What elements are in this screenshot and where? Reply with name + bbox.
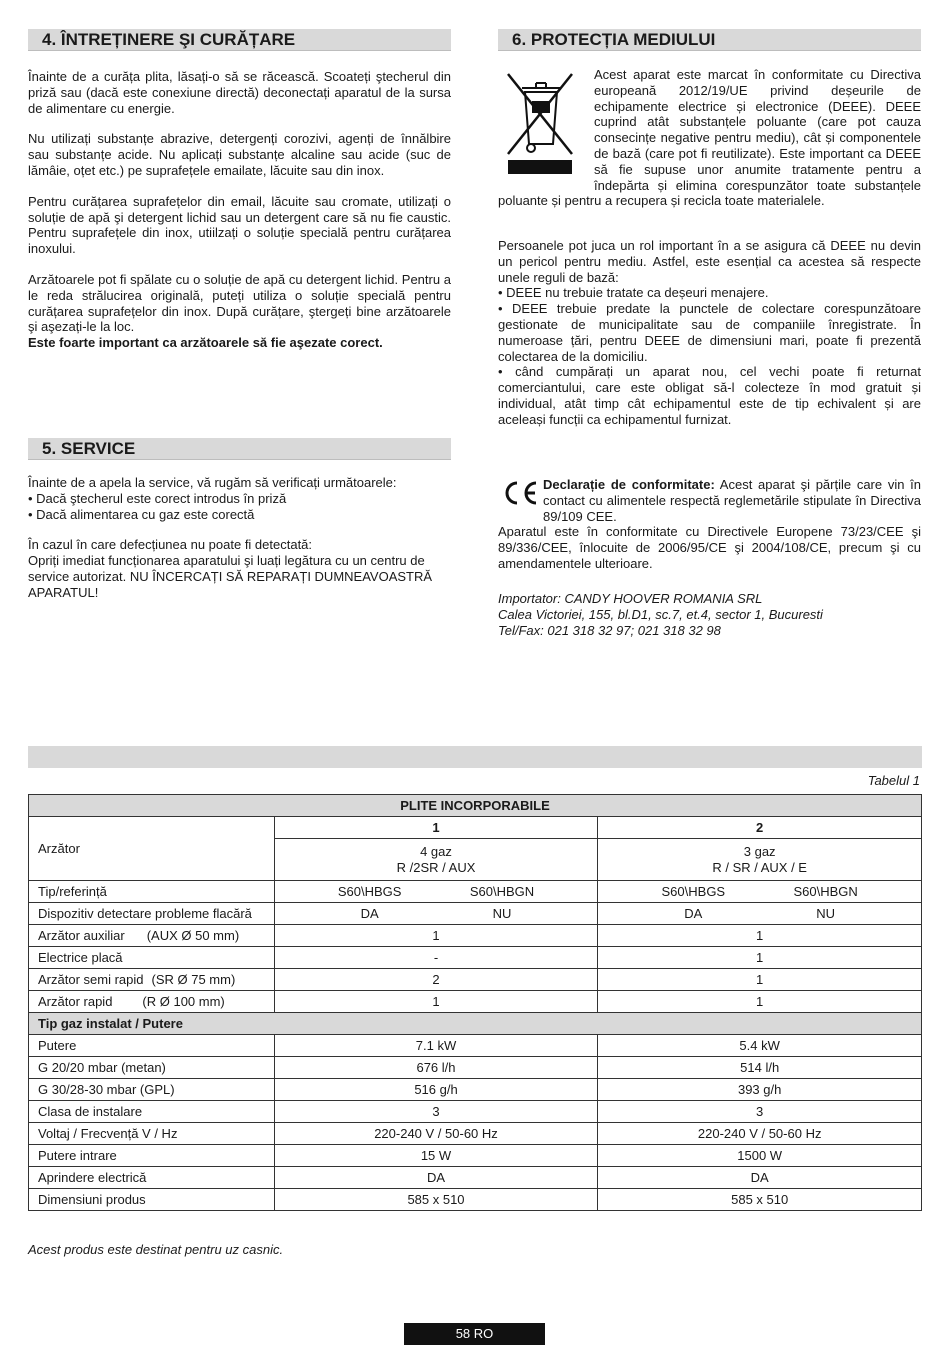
table-row (29, 903, 922, 925)
s5-line-5: Opriți imediat funcționarea aparatului şi luați legătura cu un centru de service autorizat. NU ÎNCERCAȚI SĂ REPARAȚI DUMNEAVOASTRĂ APARATUL! (28, 553, 433, 600)
row-value-1: 585 x 510 (274, 1189, 598, 1211)
value: S60\HBGS (661, 884, 726, 899)
section-6-body (498, 238, 921, 428)
table-row (29, 881, 922, 903)
row-label: Dimensiuni produs (29, 1189, 275, 1211)
table-row (29, 991, 922, 1013)
s5-line-4: În cazul în care defecțiunea nu poate fi detectată: (28, 537, 313, 553)
table-row (29, 1123, 922, 1145)
table-caption: PLITE INCORPORABILE (29, 795, 922, 817)
icon-spacer (498, 67, 594, 185)
row-label: Putere (29, 1035, 275, 1057)
table-group-row (29, 1013, 922, 1035)
s5-line-1: Înainte de a apela la service, vă rugăm să verificați următoarele: (28, 475, 397, 490)
row-value-2: 393 g/h (598, 1079, 922, 1101)
s6-paragraph-2: Persoanele pot juca un rol important în a se asigura că DEEE nu devin un pericol pentru mediu. Astfel, este esențial ca acestea să respecte unele reguli de bază: (498, 238, 921, 285)
row-value-1: 516 g/h (274, 1079, 598, 1101)
row-value-1: 676 l/h (274, 1057, 598, 1079)
s4-paragraph-2: Nu utilizați substanțe abrazive, detergenți corozivi, agenți de înnălbire sau substanțe acide. Nu aplicați substanțe alcaline sau acide (suc de lămâie, oțet etc.) pe suprafețele emailate, lăcuite sau din inox. (28, 131, 451, 178)
col1-number: 1 (274, 817, 598, 839)
ce-mark-icon (500, 480, 540, 506)
table-caption-row (29, 795, 922, 817)
row-label: Clasa de instalare (29, 1101, 275, 1123)
row-value-2: 585 x 510 (598, 1189, 922, 1211)
table-row (29, 1189, 922, 1211)
value: S60\HBGS (337, 884, 402, 899)
label-sub: (SR Ø 75 mm) (151, 972, 236, 987)
table-row (29, 1079, 922, 1101)
row-label (29, 969, 275, 991)
s4-paragraph-4: Arzătoarele pot fi spălate cu o soluție de apă cu detergent lichid. Pentru a le reda strălucirea originală, puteți utiliza o soluție specială pentru curățarea suprafețelor din inox. După curățare, ştergeți bine arzătoarele şi aşezați-le la loc. (28, 271, 451, 335)
section-4-title: 4. ÎNTREȚINERE ŞI CURĂȚARE (28, 29, 451, 51)
label-main: Electrice placă (38, 950, 123, 965)
col2-burners: R / SR / AUX / E (712, 859, 807, 875)
label-sub: (AUX Ø 50 mm) (146, 928, 240, 943)
table-row (29, 1057, 922, 1079)
row-label: Tip/referință (29, 881, 275, 903)
section-4-body (28, 69, 451, 351)
importer-block (498, 591, 921, 638)
row-label: Dispozitiv detectare probleme flacără (29, 903, 275, 925)
table-row (29, 969, 922, 991)
section-5-body (28, 475, 451, 601)
importer-address: Calea Victoriei, 155, bl.D1, sc.7, et.4, sector 1, Bucuresti (498, 606, 823, 622)
row-value-2: 3 (598, 1101, 922, 1123)
row-value-1 (274, 881, 598, 903)
row-value-2: 1 (598, 969, 922, 991)
row-value-1: 220-240 V / 50-60 Hz (274, 1123, 598, 1145)
directives-paragraph: Aparatul este în conformitate cu Directivele Europene 73/23/CEE şi 89/336/CEE, înlocuite de 2006/95/CE şi 2004/108/CE, precum şi cu amendamentele ulterioare. (498, 524, 921, 571)
s5-line-3: • Dacă alimentarea cu gaz este corectă (28, 506, 255, 522)
row-value-2: 220-240 V / 50-60 Hz (598, 1123, 922, 1145)
row-value-1: 15 W (274, 1145, 598, 1167)
row-value-1: 3 (274, 1101, 598, 1123)
s6-bullet-1: • DEEE nu trebuie tratate ca deșeuri menajere. (498, 285, 769, 301)
weee-paragraph: Acest aparat este marcat în conformitate cu Directiva europeană 2012/19/UE privind deșeurile de echipamente electrice și electronice (DEEE). DEEE cuprind atât substanțele poluante (care pot cauza consecințe negative pentru mediu), cât și componentele de bază (care pot fi reutilizate). Este important ca DEEE să fie supuse unor anumite tratamente pentru a îndepărta și elimina corespunzător toate substanțele poluante și pentru a recupera și recicla toate materialele. (498, 67, 921, 209)
table-header-bar (28, 746, 922, 768)
label-main: Arzător semi rapid (38, 972, 144, 987)
row-label: Putere intrare (29, 1145, 275, 1167)
row-value-1: 2 (274, 969, 598, 991)
s4-paragraph-1: Înainte de a curăța plita, lăsați-o să se răcească. Scoateți ştecherul din priză sau (dacă este conexiune directă) deconectați aparatul de la sursa de alimentare cu energie. (28, 69, 451, 116)
table-row (29, 1167, 922, 1189)
col1-gas: 4 gaz (420, 843, 452, 859)
col1-burners: R /2SR / AUX (396, 859, 476, 875)
row-label (29, 991, 275, 1013)
row-value-2: 1 (598, 947, 922, 969)
label-main: Arzător auxiliar (38, 928, 125, 943)
row-label (29, 947, 275, 969)
group-label: Tip gaz instalat / Putere (29, 1013, 922, 1035)
value: S60\HBGN (793, 884, 858, 899)
row-value-2: 5.4 kW (598, 1035, 922, 1057)
table-row-number (29, 817, 922, 839)
table-row (29, 1035, 922, 1057)
row-value-1: 7.1 kW (274, 1035, 598, 1057)
importer-name: Importator: CANDY HOOVER ROMANIA SRL (498, 591, 763, 606)
row-value-1: 1 (274, 991, 598, 1013)
declaration-title: Declarație de conformitate: (543, 477, 715, 492)
table-row (29, 1145, 922, 1167)
s6-bullet-3: • când cumpărați un aparat nou, cel vechi poate fi returnat comerciantului, care este obligat să-l colecteze în mod gratuit și individual, atât timp cât echipamentul este de tip echivalent și are aceleași funcții ca echipamentul furnizat. (498, 364, 921, 427)
col2-config (598, 839, 922, 881)
label-sub: (R Ø 100 mm) (142, 994, 225, 1009)
row-label (29, 925, 275, 947)
row-value-2 (598, 903, 922, 925)
table-row (29, 947, 922, 969)
row-label: Voltaj / Frecvență V / Hz (29, 1123, 275, 1145)
row-value-2 (598, 881, 922, 903)
value: NU (816, 906, 836, 921)
row-value-1: 1 (274, 925, 598, 947)
arzator-label: Arzător (29, 817, 275, 881)
importer-phone: Tel/Fax: 021 318 32 97; 021 318 32 98 (498, 622, 721, 638)
col2-number: 2 (598, 817, 922, 839)
row-value-2: 1500 W (598, 1145, 922, 1167)
table-label: Tabelul 1 (867, 773, 920, 788)
row-value-1: - (274, 947, 598, 969)
col2-gas: 3 gaz (743, 843, 776, 859)
page-number: 58 RO (404, 1323, 545, 1345)
row-label: G 30/28-30 mbar (GPL) (29, 1079, 275, 1101)
value: NU (492, 906, 512, 921)
row-value-2: 514 l/h (598, 1057, 922, 1079)
s4-important-note: Este foarte important ca arzătoarele să fie aşezate corect. (28, 335, 383, 351)
row-label: Aprindere electrică (29, 1167, 275, 1189)
value: DA (360, 906, 379, 921)
value: DA (684, 906, 703, 921)
row-value-2: 1 (598, 991, 922, 1013)
row-value-1: DA (274, 1167, 598, 1189)
section-6-title: 6. PROTECȚIA MEDIULUI (498, 29, 921, 51)
row-value-2: DA (598, 1167, 922, 1189)
spec-table (28, 794, 922, 1211)
col1-config (274, 839, 598, 881)
declaration-text: Acest aparat şi părțile care vin în contact cu alimentele respectă reglemetările stipulate în Directiva 89/109 CEE. (543, 477, 922, 524)
s5-line-2: • Dacă ştecherul este corect introdus în priză (28, 490, 287, 506)
table-row (29, 1101, 922, 1123)
table-row (29, 925, 922, 947)
declaration-block (543, 477, 921, 524)
section-5-title: 5. SERVICE (28, 438, 451, 460)
row-label: G 20/20 mbar (metan) (29, 1057, 275, 1079)
table-footnote: Acest produs este destinat pentru uz casnic. (28, 1242, 284, 1257)
value: S60\HBGN (469, 884, 535, 899)
label-main: Arzător rapid (38, 994, 113, 1009)
s6-bullet-2: • DEEE trebuie predate la punctele de colectare corespunzătoare gestionate de municipalitate sau de companiile înregistrate. În numeroase țări, pentru DEEE de dimensiuni mari, poate fi prezentă colectarea de la domiciliu. (498, 301, 921, 364)
s4-paragraph-3: Pentru curățarea suprafețelor din email, lăcuite sau cromate, utilizați o soluție de apă şi detergent lichid sau un detergent care să nu fie caustic. Pentru suprafețele din inox, utiilzați o soluție specială pentru curățarea inoxului. (28, 193, 451, 257)
row-value-1 (274, 903, 598, 925)
row-value-2: 1 (598, 925, 922, 947)
